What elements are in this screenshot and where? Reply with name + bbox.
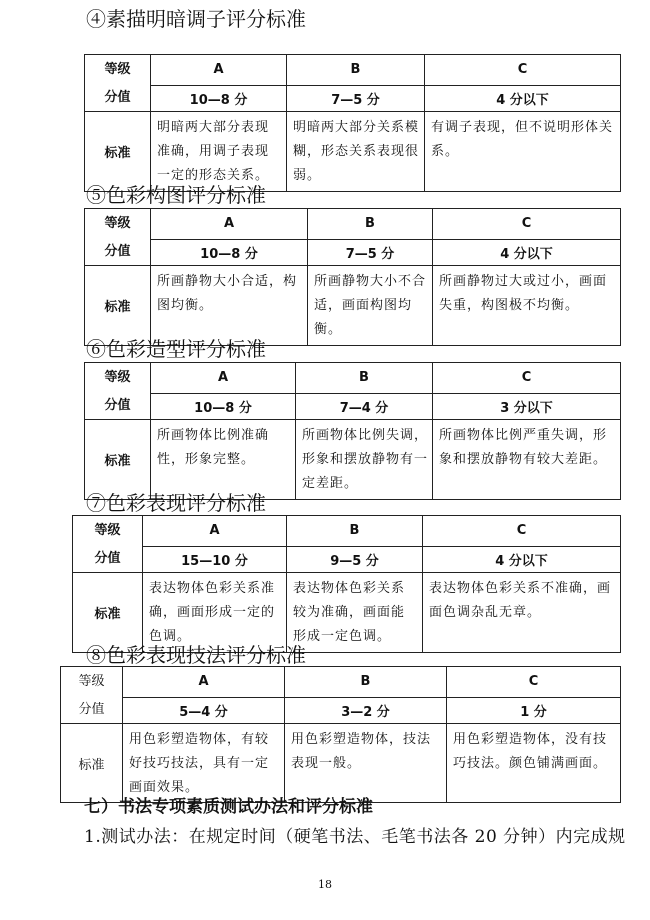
score-label: 分值 [85,393,151,420]
grade-a: A [151,55,287,86]
criteria-a: 表达物体色彩关系准确，画面形成一定的色调。 [143,573,287,653]
score-label: 分值 [85,239,151,266]
standard-label: 标准 [61,724,123,803]
grade-label: 等级 [61,667,123,698]
section-heading: ⑧色彩表现技法评分标准 [86,643,306,667]
standard-label: 标准 [85,420,151,500]
score-b: 9—5 分 [287,546,423,573]
grade-b: B [287,516,423,547]
rubric-table [84,362,621,500]
grade-b: B [285,667,447,698]
grade-c: C [447,667,621,698]
grade-label: 等级 [85,363,151,394]
criteria-a: 所画物体比例准确性，形象完整。 [151,420,296,500]
section-heading: ⑤色彩构图评分标准 [86,183,266,207]
score-a: 15—10 分 [143,546,287,573]
grade-c: C [433,363,621,394]
section-heading: ⑦色彩表现评分标准 [86,491,266,515]
score-c: 4 分以下 [425,85,621,112]
score-c: 4 分以下 [433,239,621,266]
grade-label: 等级 [85,55,151,86]
section-heading: ④素描明暗调子评分标准 [86,7,306,31]
grade-b: B [308,209,433,240]
grade-a: A [143,516,287,547]
score-c: 4 分以下 [423,546,621,573]
grade-label: 等级 [85,209,151,240]
grade-c: C [433,209,621,240]
section-title: 七）书法专项素质测试办法和评分标准 [84,797,373,817]
rubric-table [84,208,621,346]
criteria-a: 明暗两大部分表现准确，用调子表现一定的形态关系。 [151,112,287,192]
criteria-b: 明暗两大部分关系模糊，形态关系表现很弱。 [287,112,425,192]
criteria-b: 所画物体比例失调，形象和摆放静物有一定差距。 [296,420,433,500]
criteria-b: 用色彩塑造物体，技法表现一般。 [285,724,447,803]
section-heading: ⑥色彩造型评分标准 [86,337,266,361]
score-a: 10—8 分 [151,393,296,420]
grade-c: C [425,55,621,86]
grade-a: A [151,363,296,394]
page-number: 18 [318,878,332,891]
grade-c: C [423,516,621,547]
rubric-table [84,54,621,192]
score-a: 5—4 分 [123,697,285,724]
score-c: 3 分以下 [433,393,621,420]
criteria-b: 所画静物大小不合适，画面构图均衡。 [308,266,433,346]
grade-a: A [123,667,285,698]
grade-b: B [296,363,433,394]
criteria-c: 所画静物过大或过小，画面失重，构图极不均衡。 [433,266,621,346]
criteria-c: 用色彩塑造物体，没有技巧技法。颜色铺满画面。 [447,724,621,803]
score-label: 分值 [85,85,151,112]
score-c: 1 分 [447,697,621,724]
method-paragraph: 1.测试办法：在规定时间（硬笔书法、毛笔书法各 20 分钟）内完成规 [84,827,626,847]
criteria-a: 用色彩塑造物体，有较好技巧技法，具有一定画面效果。 [123,724,285,803]
grade-b: B [287,55,425,86]
standard-label: 标准 [85,112,151,192]
grade-a: A [151,209,308,240]
score-label: 分值 [61,697,123,724]
criteria-b: 表达物体色彩关系较为准确，画面能形成一定色调。 [287,573,423,653]
standard-label: 标准 [85,266,151,346]
score-b: 7—4 分 [296,393,433,420]
criteria-c: 有调子表现，但不说明形体关系。 [425,112,621,192]
score-b: 7—5 分 [308,239,433,266]
rubric-table [60,666,621,803]
criteria-c: 所画物体比例严重失调，形象和摆放静物有较大差距。 [433,420,621,500]
standard-label: 标准 [73,573,143,653]
rubric-table [72,515,621,653]
score-b: 3—2 分 [285,697,447,724]
score-a: 10—8 分 [151,85,287,112]
grade-label: 等级 [73,516,143,547]
criteria-c: 表达物体色彩关系不准确，画面色调杂乱无章。 [423,573,621,653]
score-a: 10—8 分 [151,239,308,266]
criteria-a: 所画静物大小合适，构图均衡。 [151,266,308,346]
score-b: 7—5 分 [287,85,425,112]
score-label: 分值 [73,546,143,573]
